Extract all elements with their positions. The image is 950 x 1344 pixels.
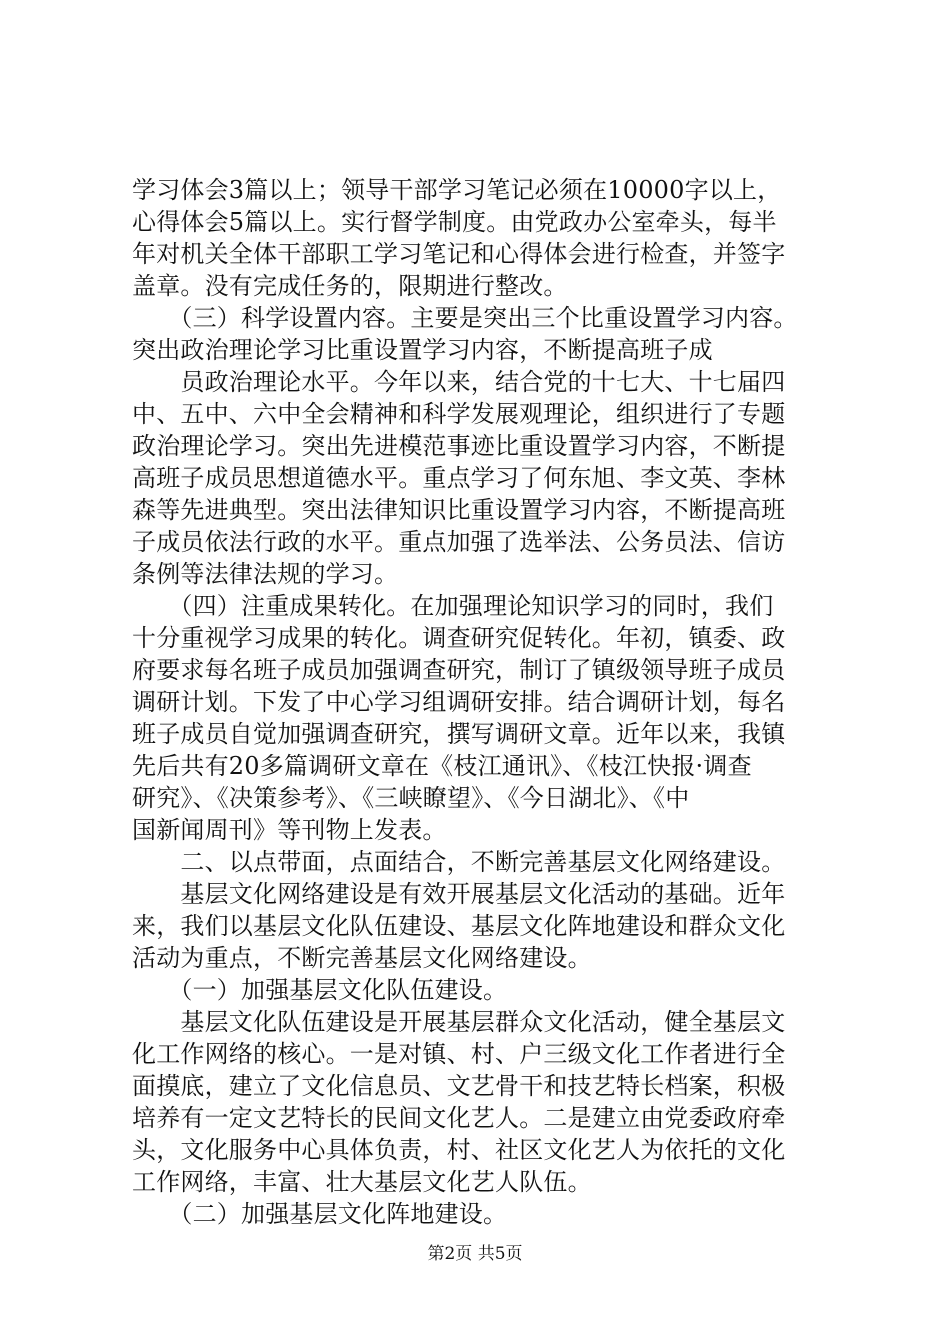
body-text-line: （二）加强基层文化阵地建设。 [132, 1200, 508, 1228]
body-text-line: 面摸底，建立了文化信息员、文艺骨干和技艺特长档案，积极 [132, 1072, 786, 1100]
page-number-footer: 第2页 共5页 [427, 1244, 523, 1264]
body-text-line: 先后共有20多篇调研文章在《枝江通讯》、《枝江快报·调查 [132, 752, 752, 780]
body-text-line: 府要求每名班子成员加强调查研究，制订了镇级领导班子成员 [132, 656, 786, 684]
body-text-line: 子成员依法行政的水平。重点加强了选举法、公务员法、信访 [132, 528, 786, 556]
body-text-line: （三）科学设置内容。主要是突出三个比重设置学习内容。 [132, 304, 798, 332]
body-text-line: 高班子成员思想道德水平。重点学习了何东旭、李文英、李林 [132, 464, 786, 492]
body-text-line: 研究》、《决策参考》、《三峡瞭望》、《今日湖北》、《中 [132, 784, 690, 812]
body-text-line: 员政治理论水平。今年以来，结合党的十七大、十七届四 [132, 368, 786, 396]
body-text-line: 国新闻周刊》等刊物上发表。 [132, 816, 447, 844]
body-text-line: 基层文化队伍建设是开展基层群众文化活动，健全基层文 [132, 1008, 786, 1036]
body-text-line: 十分重视学习成果的转化。调查研究促转化。年初，镇委、政 [132, 624, 786, 652]
body-text-line: 调研计划。下发了中心学习组调研安排。结合调研计划，每名 [132, 688, 786, 716]
body-text-line: 条例等法律法规的学习。 [132, 560, 399, 588]
body-text-line: 政治理论学习。突出先进模范事迹比重设置学习内容，不断提 [132, 432, 786, 460]
body-text-line: 培养有一定文艺特长的民间文化艺人。二是建立由党委政府牵 [132, 1104, 786, 1132]
body-text-line: 心得体会5篇以上。实行督学制度。由党政办公室牵头，每半 [132, 208, 777, 236]
body-text-line: 中、五中、六中全会精神和科学发展观理论，组织进行了专题 [132, 400, 786, 428]
body-text-line: 活动为重点，不断完善基层文化网络建设。 [132, 944, 592, 972]
body-text-line: 盖章。没有完成任务的，限期进行整改。 [132, 272, 568, 300]
body-text-line: 班子成员自觉加强调查研究，撰写调研文章。近年以来，我镇 [132, 720, 786, 748]
body-text-line: 基层文化网络建设是有效开展基层文化活动的基础。近年 [132, 880, 786, 908]
body-text-line: 年对机关全体干部职工学习笔记和心得体会进行检查，并签字 [132, 240, 786, 268]
body-text-line: 工作网络，丰富、壮大基层文化艺人队伍。 [132, 1168, 592, 1196]
body-text-line: 突出政治理论学习比重设置学习内容，不断提高班子成 [132, 336, 713, 364]
body-text-line: 头，文化服务中心具体负责，村、社区文化艺人为依托的文化 [132, 1136, 786, 1164]
body-text-line: 来，我们以基层文化队伍建设、基层文化阵地建设和群众文化 [132, 912, 786, 940]
body-text-line: （一）加强基层文化队伍建设。 [132, 976, 508, 1004]
body-text-line: 化工作网络的核心。一是对镇、村、户三级文化工作者进行全 [132, 1040, 786, 1068]
body-text-line: 学习体会3篇以上；领导干部学习笔记必须在10000字以上， [132, 176, 782, 204]
body-text-line: 森等先进典型。突出法律知识比重设置学习内容，不断提高班 [132, 496, 786, 524]
body-text-line: （四）注重成果转化。在加强理论知识学习的同时，我们 [132, 592, 774, 620]
body-text-line: 二、以点带面，点面结合，不断完善基层文化网络建设。 [132, 848, 786, 876]
